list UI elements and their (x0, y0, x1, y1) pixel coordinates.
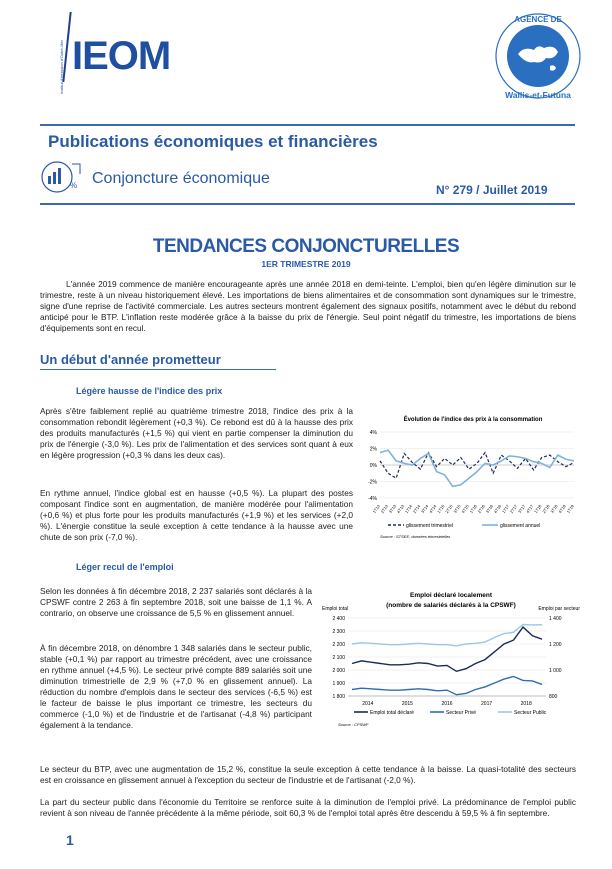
chart1-x-tick-label: 3T14 (419, 503, 430, 515)
subsection-heading-prices: Légère hausse de l'indice des prix (76, 386, 223, 396)
section-heading: Un début d'année prometteur (40, 352, 276, 370)
series-public-line (352, 625, 542, 646)
chart1-x-tick-label: 1T17 (500, 503, 511, 515)
legend-label-annual: glissement annuel (500, 523, 541, 529)
chart2-x-tick-label: 2017 (481, 701, 493, 707)
employment-chart (318, 588, 584, 758)
chart1-x-tick-label: 4T17 (525, 503, 535, 515)
chart2-left-axis-label: Emploi total (322, 606, 349, 612)
chart2-source: Source : CPSWF (338, 722, 369, 727)
chart1-x-tick-label: 3T15 (452, 503, 462, 515)
public-sector-paragraph: La part du secteur public dans l'économie du Territoire se renforce suite à la diminution de l'emploi privé. La prédominance de l'emploi public revient à son niveau de l'année précédente à la même période, soit 60,3 % de l'emploi total après être descendu à 59,5 % à fin septembre. (40, 797, 576, 818)
chart1-x-tick-label: 3T18 (549, 503, 559, 515)
chart2-left-tick-label: 2 100 (332, 655, 345, 661)
employment-paragraph-1: Selon les données à fin décembre 2018, 2 237 salariés sont déclarés à la CPSWF contre 2 263 à fin septembre 2018, soit une baisse de 1,1 %. A contrario, on observe une croissance de 5,5 % en glissement annuel. (40, 586, 312, 618)
prices-paragraph-1: Après s'être faiblement replié au quatrième trimestre 2018, l'indice des prix à la consommation rebondit légèrement (+0,3 %). Ce rebond est dû à la hausse des prix des produits manufacturés (+1,5 %) qui vient en partie compenser la diminution du prix de l'énergie (-3,0 %). Les prix de l'alimentation et des services sont quant à eux en légère progression (+0,3 % dans les deux cas). (40, 406, 353, 460)
chart1-legend (388, 523, 540, 529)
legend-label-public: Secteur Public (514, 710, 547, 716)
chart2-x-tick-label: 2014 (362, 701, 374, 707)
employment-paragraph-2a: À fin décembre 2018, on dénombre 1 348 salariés dans le secteur public, stable (+0,1 %) par rapport au trimestre précédent, avec une croissance en rythme annuel (+4,5 %). Le secteur privé compte 889 salariés soit une diminution trimestrielle de 2,9 % (+7,0 % en glissement annuel). La réduction du nombre d'emplois dans le secteur des services (-6,5 %) est le facteur de baisse le plus important ce trimestre, les secteurs du commerce (-1,0 %) et de l'industrie et de l'artisanat (-4,8 %) participant également à la tendance. (40, 643, 312, 730)
chart1-x-tick-label: 2T18 (541, 503, 551, 515)
chart2-left-tick-label: 2 400 (332, 616, 345, 622)
chart1-x-tick-label: 1T19 (565, 503, 575, 515)
legend-label-quarterly: glissement trimestriel (406, 523, 453, 529)
chart2-right-tick-label: 800 (549, 694, 558, 700)
chart2-left-tick-label: 2 200 (332, 642, 345, 648)
ieom-logo: IEOM (72, 34, 171, 78)
chart2-right-tick-label: 1 400 (549, 616, 562, 622)
chart2-right-axis-label: Emploi par secteur (538, 606, 580, 612)
price-index-chart (360, 408, 582, 548)
chart1-title: Évolution de l'indice des prix à la consommation (403, 417, 543, 423)
chart1-y-tick-label: 0% (369, 463, 377, 469)
chart1-x-tick-label: 4T16 (492, 503, 503, 515)
chart1-x-tick-label: 3T17 (516, 503, 527, 515)
chart1-x-tick-label: 3T13 (387, 503, 397, 515)
header-rule-bottom (40, 203, 575, 205)
chart1-x-tick-label: 2T16 (476, 503, 486, 515)
chart2-subtitle: (nombre de salariés déclarés à la CPSWF) (386, 602, 516, 609)
publication-subtitle: Conjoncture économique (92, 170, 270, 187)
chart2-title: Emploi déclaré localement (409, 592, 493, 599)
chart1-x-tick-label: 2T15 (444, 503, 454, 515)
series-private-line (352, 677, 542, 695)
chart2-left-tick-label: 1 900 (332, 681, 345, 687)
chart2-x-tick-label: 2018 (520, 701, 532, 707)
chart1-x-tick-label: 2T13 (379, 503, 389, 515)
legend-label-total: Emploi total déclaré (370, 710, 414, 716)
legend-label-private: Secteur Privé (446, 710, 477, 716)
chart1-x-tick-label: 4T13 (395, 503, 406, 515)
chart1-x-tick-label: 3T16 (484, 503, 494, 515)
agency-bottom-text: Wallis-et-Futuna (505, 90, 571, 100)
chart1-x-tick-label: 4T18 (557, 503, 567, 515)
svg-text:%: % (70, 181, 78, 190)
prices-paragraph-2: En rythme annuel, l'indice global est en hausse (+0,5 %). La plupart des postes composant l'indice sont en augmentation, de manière modérée pour l'alimentation (+0,6 %) et plus forte pour les produits manufacturés (+1,9 %) et les services (+2,0 %). L'énergie constitue la seule exception à cette tendance à la hausse avec une chute de son prix (-7,0 %). (40, 488, 353, 542)
chart1-y-tick-label: 2% (369, 446, 377, 453)
agency-seal (488, 8, 588, 108)
subsection-heading-employment: Léger recul de l'emploi (76, 562, 174, 572)
chart1-x-tick-label: 1T18 (533, 503, 543, 515)
chart1-x-tick-label: 1T13 (371, 503, 381, 515)
chart2-right-tick-label: 1 200 (549, 642, 562, 648)
publication-title: Publications économiques et financières (48, 132, 378, 151)
chart2-x-tick-label: 2016 (441, 701, 453, 707)
chart1-x-tick-label: 4T15 (460, 503, 470, 515)
series-total-line (352, 627, 542, 671)
chart1-y-tick-label: -4% (368, 496, 377, 502)
header-rule-top (40, 124, 575, 126)
chart1-y-tick-label: 4% (369, 430, 377, 436)
chart2-left-tick-label: 2 000 (332, 668, 345, 674)
issue-number: N° 279 / Juillet 2019 (436, 183, 548, 197)
chart1-x-tick-label: 4T14 (428, 503, 438, 515)
document-subtitle: 1ER TRIMESTRE 2019 (261, 259, 351, 269)
intro-paragraph: L'année 2019 commence de manière encourageante après une année 2018 en demi-teinte. L'emploi, bien qu'en légère diminution sur le trimestre, reste à un niveau historiquement élevé. Les importations de biens alimentaires et de consommation sont dynamiques sur le trimestre, signe d'une reprise de l'activité commerciale. Les autres secteurs montrent également des signaux positifs, notamment avec le début du rebond anticipé pour le BTP. L'inflation reste modérée grâce à la baisse du prix de l'énergie. Seul point négatif du trimestre, les importations de biens d'équipements sont en recul. (40, 279, 576, 333)
chart2-x-tick-label: 2015 (401, 701, 413, 707)
chart1-x-tick-label: 1T16 (468, 503, 478, 515)
page-number: 1 (66, 832, 74, 848)
chart1-x-tick-label: 1T15 (436, 503, 446, 515)
chart2-left-tick-label: 2 300 (332, 629, 345, 635)
document-title: TENDANCES CONJONCTURELLES (152, 236, 460, 257)
series-annual-line (380, 450, 574, 486)
chart1-x-tick-label: 2T14 (411, 503, 422, 515)
chart1-x-tick-label: 1T14 (403, 503, 414, 515)
chart1-y-tick-label: -2% (368, 479, 377, 486)
chart1-source: Source : STSEE, données trimestrielles (380, 534, 451, 539)
employment-paragraph-2b: Le secteur du BTP, avec une augmentation de 15,2 %, constitue la seule exception à cette tendance à la baisse. La quasi-totalité des secteurs est en croissance en glissement annuel à l'exception du secteur de l'industrie et de l'artisanat (-2,0 %). (40, 764, 576, 785)
chart2-legend (354, 710, 547, 716)
economy-chart-icon (40, 158, 82, 196)
agency-top-text: AGENCE DE (514, 15, 562, 24)
chart2-right-tick-label: 1 000 (549, 668, 562, 674)
chart1-x-tick-label: 2T17 (508, 503, 519, 515)
chart2-left-tick-label: 1 800 (332, 694, 345, 700)
logo-subtitle: Institut d'émission d'Outre-Mer (59, 40, 64, 94)
